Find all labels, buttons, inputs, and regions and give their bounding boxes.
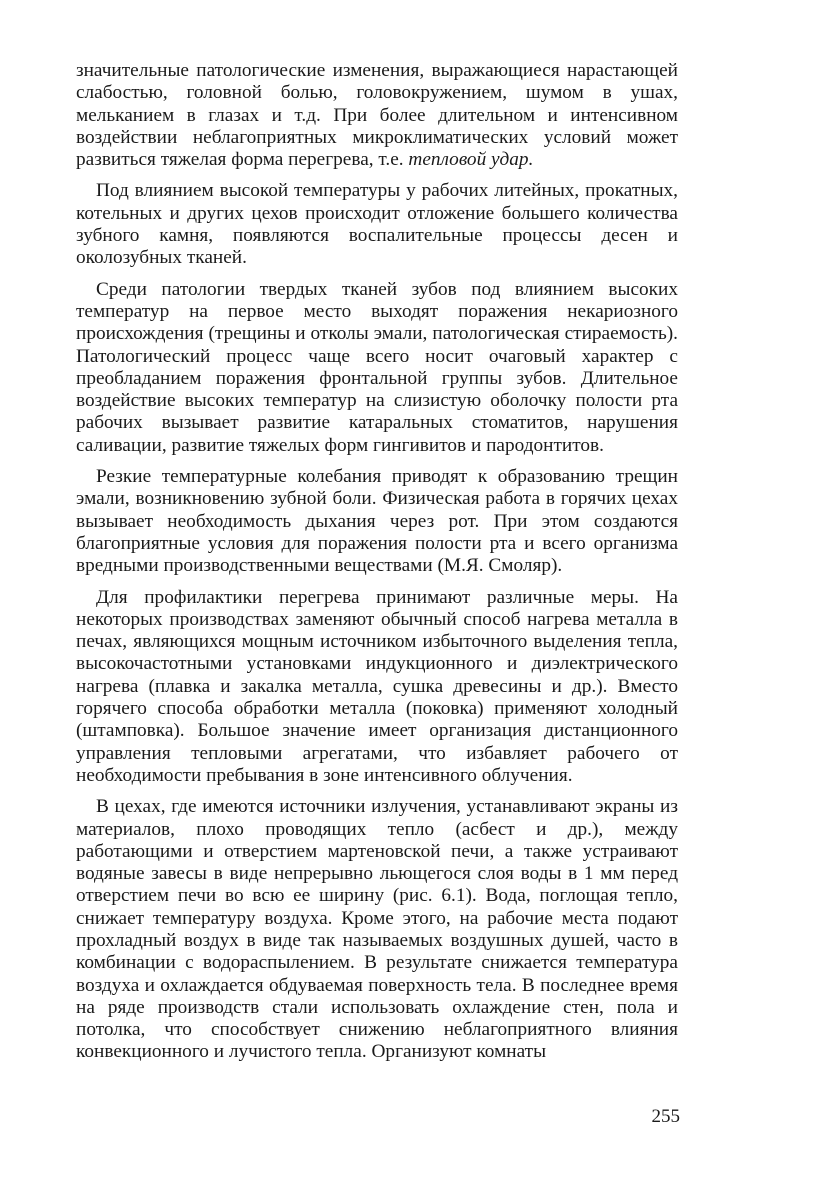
paragraph-1 [76, 60, 678, 171]
paragraph-5: Для профилактики перегрева принимают различные меры. На некоторых производствах заменяют обычный способ нагрева металла в печах, являющихся мощным источником избыточного выделения тепла, высокочастотными установками индукционного и диэлектрического нагрева (плавка и закалка металла, сушка древесины и др.). Вместо горячего способа обработки металла (поковка) применяют холодный (штамповка). Большое значение имеет организация дистанционного управления тепловыми агрегатами, что избавляет рабочего от необходимости пребывания в зоне интенсивного облучения. [76, 586, 678, 786]
paragraph-4: Резкие температурные колебания приводят к образованию трещин эмали, возникновению зубной боли. Физическая работа в горячих цехах вызывает необходимость дыхания через рот. При этом создаются благоприятные условия для поражения полости рта и всего организма вредными производственными веществами (М.Я. Смоляр). [76, 466, 678, 577]
paragraph-2: Под влиянием высокой температуры у рабочих литейных, прокатных, котельных и других цехов происходит отложение большего количества зубного камня, появляются воспалительные процессы десен и околозубных тканей. [76, 180, 678, 269]
document-page [76, 60, 678, 1064]
paragraph-3: Среди патологии твердых тканей зубов под влиянием высоких температур на первое место выходят поражения некариозного происхождения (трещины и отколы эмали, патологическая стираемость). Патологический процесс чаще всего носит очаговый характер с преобладанием поражения фронтальной группы зубов. Длительное воздействие высоких температур на слизистую оболочку полости рта рабочих вызывает развитие катаральных стоматитов, нарушения саливации, развитие тяжелых форм гингивитов и пародонтитов. [76, 278, 678, 456]
paragraph-6: В цехах, где имеются источники излучения, устанавливают экраны из материалов, плохо проводящих тепло (асбест и др.), между работающими и отверстием мартеновской печи, а также устраивают водяные завесы в виде непрерывно льющегося слоя воды в 1 мм перед отверстием печи во всю ее ширину (рис. 6.1). Вода, поглощая тепло, снижает температуру воздуха. Кроме этого, на рабочие места подают прохладный воздух в виде так называемых воздушных душей, часто в комбинации с водораспылением. В результате снижается температура воздуха и охлаждается обдуваемая поверхность тела. В последнее время на ряде производств стали использовать охлаждение стен, пола и потолка, что способствует снижению неблагоприятного влияния конвекционного и лучистого тепла. Организуют комнаты [76, 796, 678, 1063]
paragraph-1-emphasis: тепловой удар. [408, 149, 534, 171]
page-number: 255 [651, 1106, 680, 1127]
paragraph-1-text: значительные патологические изменения, выражающиеся нарастающей слабостью, головной болью, головокружением, шумом в ушах, мельканием в глазах и т.д. При более длительном и интенсивном воздействии неблагоприятных микроклиматических условий может развиться тяжелая форма перегрева, т.е. [76, 60, 678, 171]
